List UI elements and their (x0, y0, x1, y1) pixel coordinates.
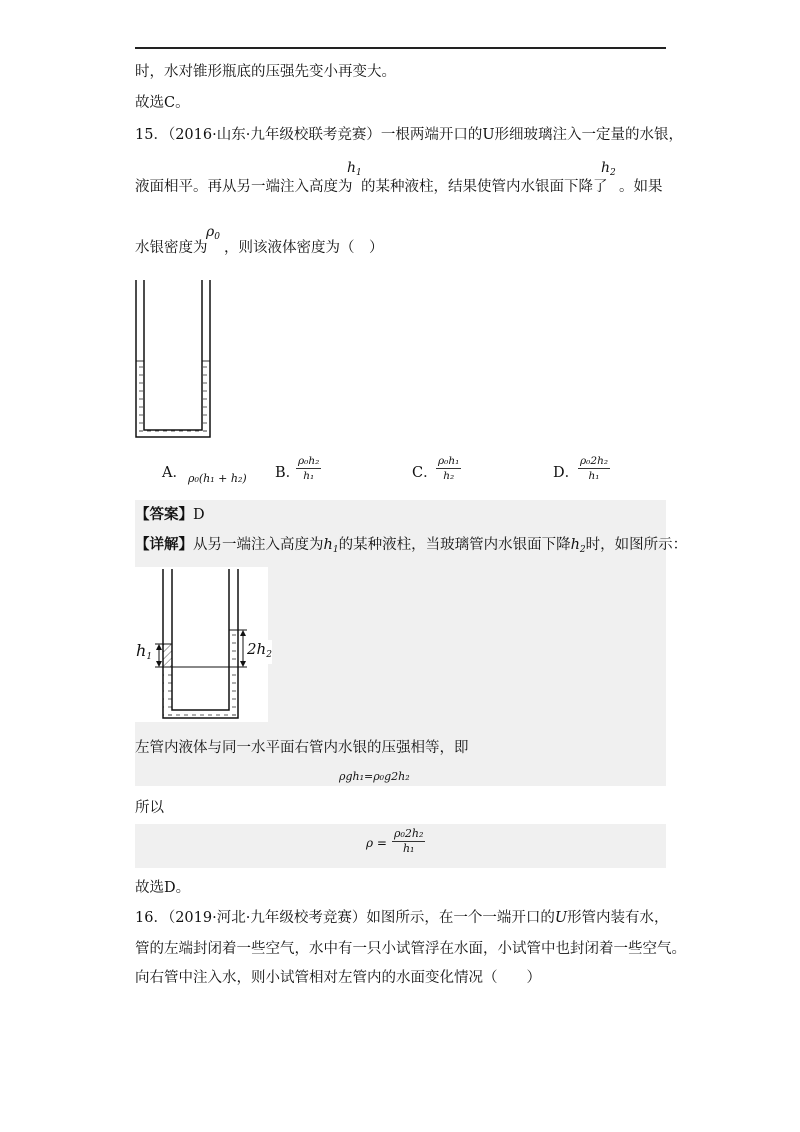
q16-line2: 管的左端封闭着一些空气，水中有一只小试管浮在水面，小试管中也封闭着一些空气。 (135, 941, 686, 957)
figure-label-h1: $h_1$ (136, 641, 153, 662)
figure-label-2h2: $2h_2$ (247, 640, 272, 664)
option-d-fraction: $\frac{\text{ρ₀2h₂}}{\text{h₁}}$ (580, 455, 609, 482)
q16-line1: 16．（2019·河北·九年级校考竞赛）如图所示，在一个一端开口的U形管内装有水， (135, 910, 669, 926)
option-c-label: C． (412, 465, 438, 481)
q15-line2-c: 。如果 (619, 179, 663, 195)
option-c-fraction: $\frac{\text{ρ₀h₁}}{\text{h₂}}$ (438, 455, 460, 482)
conclusion-line: 故选D。 (135, 880, 191, 896)
q15-line1: 15．（2016·山东·九年级校联考竞赛）一根两端开口的U形细玻璃注入一定量的水银， (135, 127, 684, 143)
equation-2-lhs: ρ = (366, 836, 387, 850)
q15-symbol-h1: $h_1$ (347, 160, 362, 178)
q15-line2-b: 的某种液柱，结果使管内水银面下降了 (361, 179, 608, 195)
option-b-label: B． (275, 465, 301, 481)
q16-line3: 向右管中注入水，则小试管相对左管内的水面变化情况（ ） (135, 970, 541, 986)
equation-1: ρgh₁=ρ₀g2h₂ (339, 770, 410, 783)
prev-conclusion: 故选C。 (135, 95, 190, 111)
option-a-label: A． (162, 465, 187, 481)
detail-equal-line: 左管内液体与同一水平面右管内水银的压强相等，即 (135, 740, 469, 756)
equation-2-fraction: $\frac{\text{ρ₀2h₂}}{\text{h₁}}$ (394, 827, 424, 855)
q15-line3-a: 水银密度为 (135, 240, 208, 256)
option-a-expression: ρ₀(h₁ + h₂) (188, 472, 247, 485)
q15-line2-a: 液面相平。再从另一端注入高度为 (135, 179, 353, 195)
q15-symbol-h2: $h_2$ (601, 160, 616, 178)
q15-line3-b: ，则该液体密度为（ ） (224, 240, 384, 256)
header-rule (135, 47, 666, 49)
prev-answer-line: 时，水对锥形瓶底的压强先变小再变大。 (135, 64, 396, 80)
answer-line: 【答案】D (135, 506, 205, 523)
u-tube-figure (130, 275, 220, 445)
q15-symbol-rho0: $\rho_0$ (206, 224, 220, 242)
so-line: 所以 (135, 800, 164, 816)
option-d-label: D． (553, 465, 580, 481)
u-tube-detail-figure (135, 567, 272, 722)
detail-line: 【详解】从另一端注入高度为$h_1$的某种液柱，当玻璃管内水银面下降$h_2$时，如图所示： (135, 536, 688, 555)
option-b-fraction: $\frac{\text{ρ₀h₂}}{\text{h₁}}$ (298, 455, 320, 482)
